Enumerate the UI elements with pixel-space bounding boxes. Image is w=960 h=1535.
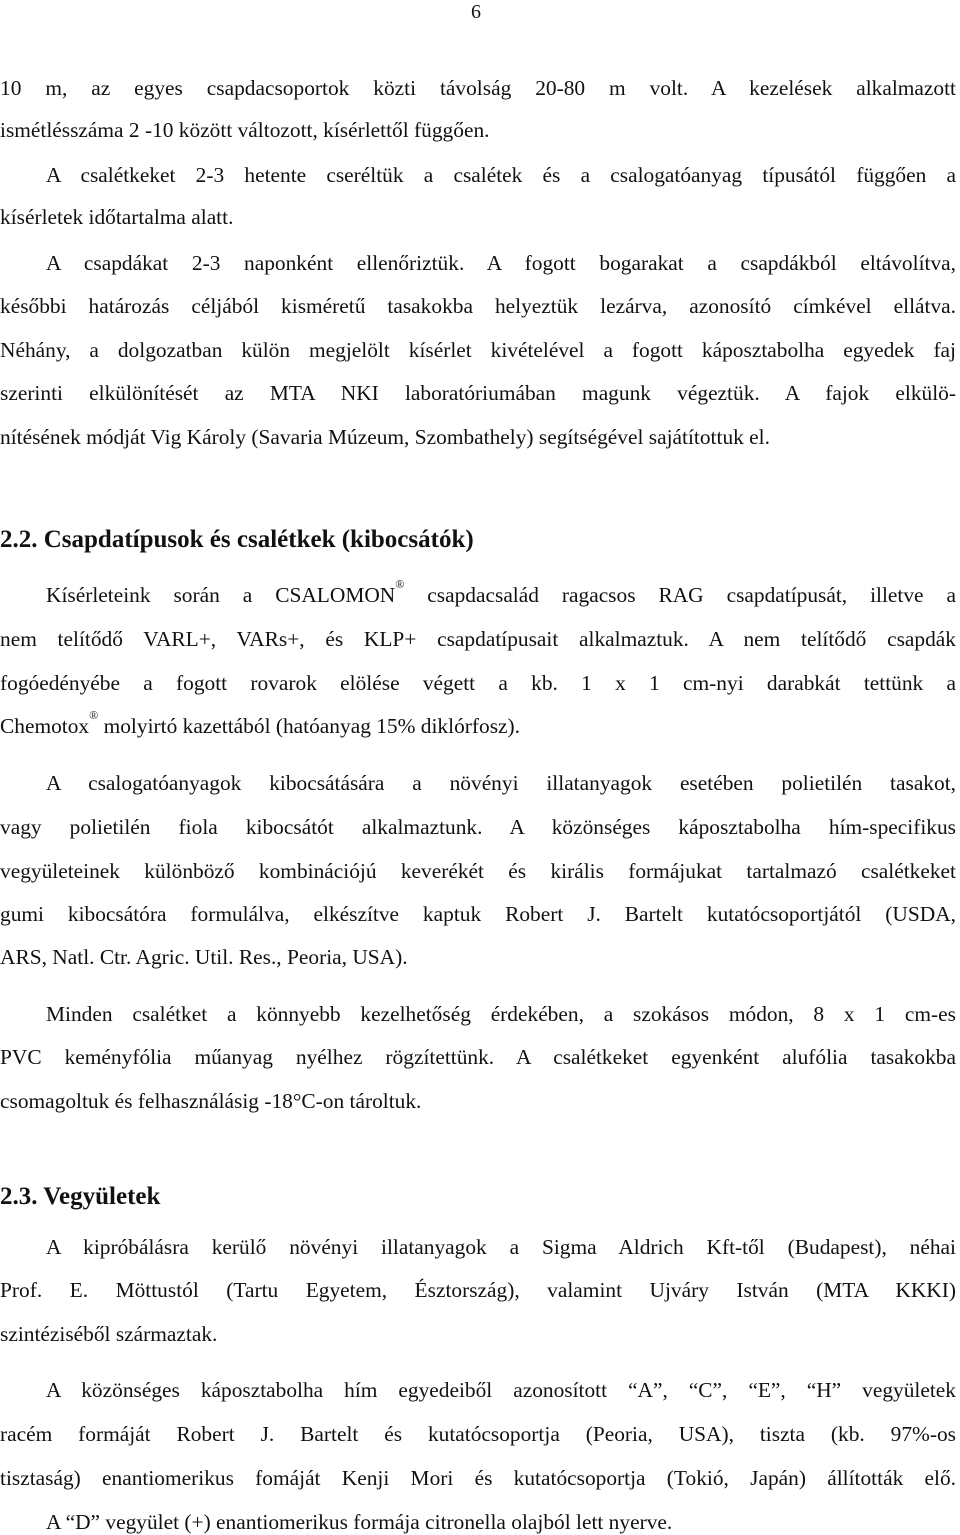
text-line: ismétlésszáma 2 -10 között változott, kísérlettől függően.	[0, 118, 490, 142]
text-line: A “D” vegyület (+) enantiomerikus formája citronella olajból lett nyerve.	[46, 1510, 673, 1534]
text-line: fogóedényébe a fogott rovarok elölése végett a kb. 1 x 1 cm-nyi darabkát tettünk a	[0, 671, 956, 695]
text-line: nem telítődő VARL+, VARs+, és KLP+ csapdatípusait alkalmaztuk. A nem telítődő csapdák	[0, 627, 956, 651]
text-line: vagy polietilén fiola kibocsátót alkalmaztunk. A közönséges káposztabolha hím-specifikus	[0, 815, 956, 839]
text-line: racém formáját Robert J. Bartelt és kutatócsoportja (Peoria, USA), tiszta (kb. 97%-os	[0, 1422, 956, 1446]
registered-mark: ®	[395, 577, 405, 591]
text-line: A kipróbálásra kerülő növényi illatanyagok a Sigma Aldrich Kft-től (Budapest), néhai	[46, 1235, 956, 1259]
page-number: 6	[471, 1, 481, 23]
text-line: tisztaság) enantiomerikus fomáját Kenji Mori és kutatócsoportja (Tokió, Japán) állították elő.	[0, 1466, 956, 1490]
text-line: szintéziséből származtak.	[0, 1322, 218, 1346]
text-line: A csapdákat 2-3 naponként ellenőriztük. A fogott bogarakat a csapdákból eltávolítva,	[46, 251, 956, 275]
text-line: nítésének módját Vig Károly (Savaria Múzeum, Szombathely) segítségével sajátítottuk el.	[0, 425, 770, 449]
text-line: Néhány, a dolgozatban külön megjelölt kísérlet kivételével a fogott káposztabolha egyedek faj	[0, 338, 956, 362]
text-line: Prof. E. Möttustól (Tartu Egyetem, Észtország), valamint Ujváry István (MTA KKKI)	[0, 1278, 956, 1302]
text-line: csomagoltuk és felhasználásig -18°C-on tároltuk.	[0, 1089, 422, 1113]
text-line: A csalogatóanyagok kibocsátására a növényi illatanyagok esetében polietilén tasakot,	[46, 771, 956, 795]
section-heading: 2.2. Csapdatípusok és csalétkek (kibocsátók)	[0, 526, 474, 553]
text-line: ARS, Natl. Ctr. Agric. Util. Res., Peoria, USA).	[0, 945, 408, 969]
section-heading: 2.3. Vegyületek	[0, 1183, 161, 1210]
text-line: Minden csalétket a könnyebb kezelhetőség érdekében, a szokásos módon, 8 x 1 cm-es	[46, 1002, 956, 1026]
text-segment: Kísérleteink során a CSALOMON	[46, 583, 396, 607]
text-line	[46, 577, 956, 608]
text-line: kísérletek időtartalma alatt.	[0, 205, 234, 229]
text-segment: csapdacsalád ragacsos RAG csapdatípusát, illetve a	[404, 583, 956, 607]
text-line: vegyületeinek különböző kombinációjú keverékét és királis formájukat tartalmazó csalétkeket	[0, 859, 956, 883]
text-line: későbbi határozás céljából kisméretű tasakokba helyeztük lezárva, azonosító címkével ellátva.	[0, 294, 956, 318]
text-line: A csalétkeket 2-3 hetente cseréltük a csalétek és a csalogatóanyag típusától függően a	[46, 163, 956, 187]
text-line	[0, 708, 956, 739]
text-line: A közönséges káposztabolha hím egyedeiből azonosított “A”, “C”, “E”, “H” vegyületek	[46, 1378, 956, 1402]
text-segment: molyirtó kazettából (hatóanyag 15% diklórfosz).	[98, 714, 520, 738]
text-line: PVC keményfólia műanyag nyélhez rögzítettünk. A csalétkeket egyenként alufólia tasakokba	[0, 1045, 956, 1069]
text-line: szerinti elkülönítését az MTA NKI laboratóriumában magunk végeztük. A fajok elkülö-	[0, 381, 956, 405]
registered-mark: ®	[89, 708, 99, 722]
text-segment: Chemotox	[0, 714, 90, 738]
text-line: gumi kibocsátóra formulálva, elkészítve kaptuk Robert J. Bartelt kutatócsoportjától (USDA,	[0, 902, 956, 926]
text-line: 10 m, az egyes csapdacsoportok közti távolság 20-80 m volt. A kezelések alkalmazott	[0, 76, 956, 100]
